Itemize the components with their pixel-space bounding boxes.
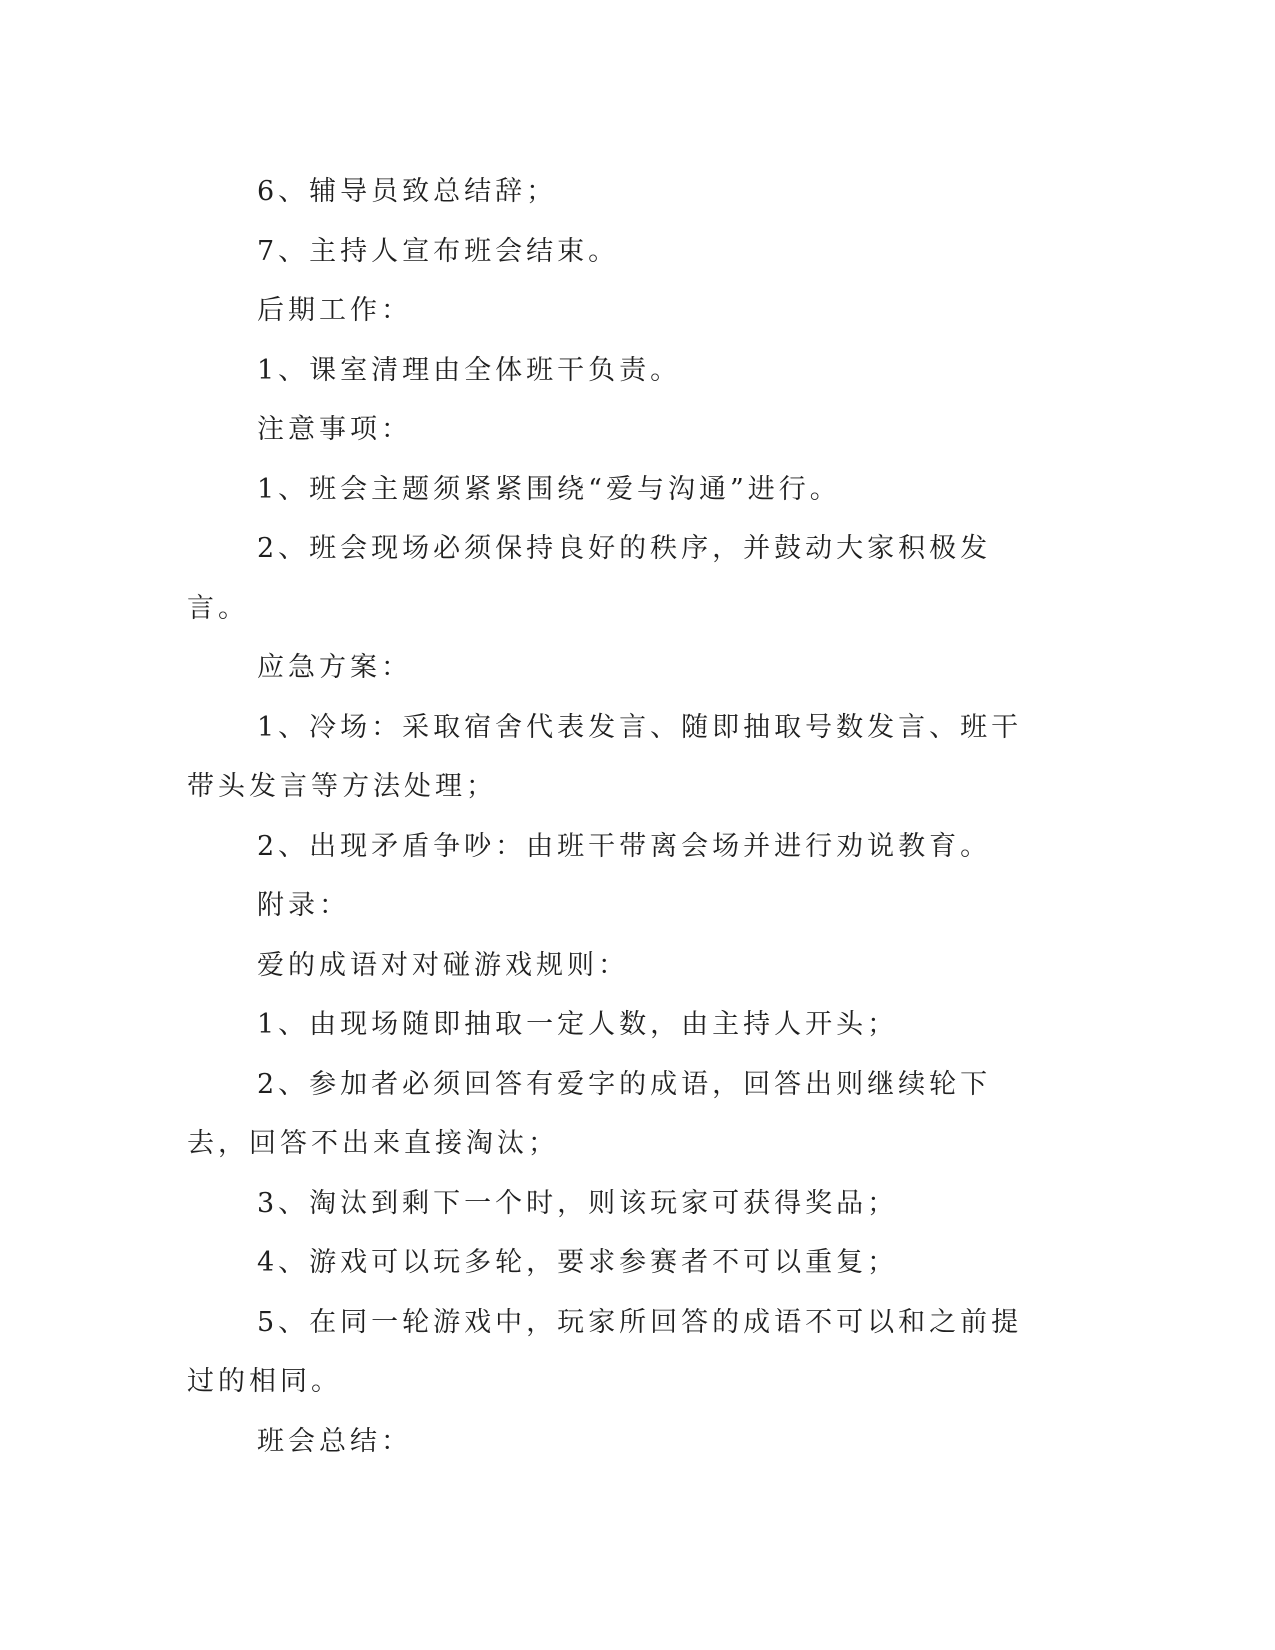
paragraph-game-rule-5: 5、在同一轮游戏中，玩家所回答的成语不可以和之前提过的相同。	[187, 1306, 1023, 1397]
paragraph-game-rule-4: 4、游戏可以玩多轮，要求参赛者不可以重复；	[257, 1247, 899, 1278]
paragraph-game-rule-1: 1、由现场随即抽取一定人数，由主持人开头；	[257, 1009, 899, 1040]
section-heading-later-work: 后期工作：	[257, 295, 412, 326]
document-body	[187, 162, 1047, 1471]
paragraph-silence-handling: 1、冷场：采取宿舍代表发言、随即抽取号数发言、班干带头发言等方法处理；	[187, 711, 1023, 802]
section-heading-meeting-summary: 班会总结：	[257, 1425, 412, 1457]
paragraph-counselor-summary: 6、辅导员致总结辞；	[257, 176, 558, 207]
section-heading-notes: 注意事项：	[257, 414, 412, 445]
paragraph-game-rule-2: 2、参加者必须回答有爱字的成语，回答出则继续轮下去，回答不出来直接淘汰；	[187, 1068, 992, 1159]
paragraph-theme-requirement: 1、班会主题须紧紧围绕“爱与沟通”进行。	[257, 473, 841, 505]
section-heading-appendix: 附录：	[257, 890, 350, 921]
paragraph-order-requirement: 2、班会现场必须保持良好的秩序，并鼓动大家积极发言。	[187, 533, 992, 624]
paragraph-classroom-cleanup: 1、课室清理由全体班干负责。	[257, 354, 682, 386]
section-heading-game-rules: 爱的成语对对碰游戏规则：	[257, 949, 629, 981]
paragraph-game-rule-3: 3、淘汰到剩下一个时，则该玩家可获得奖品；	[257, 1187, 899, 1219]
section-heading-emergency-plan: 应急方案：	[257, 652, 412, 683]
paragraph-host-announces-end: 7、主持人宣布班会结束。	[257, 235, 620, 267]
paragraph-conflict-handling: 2、出现矛盾争吵：由班干带离会场并进行劝说教育。	[257, 830, 992, 862]
